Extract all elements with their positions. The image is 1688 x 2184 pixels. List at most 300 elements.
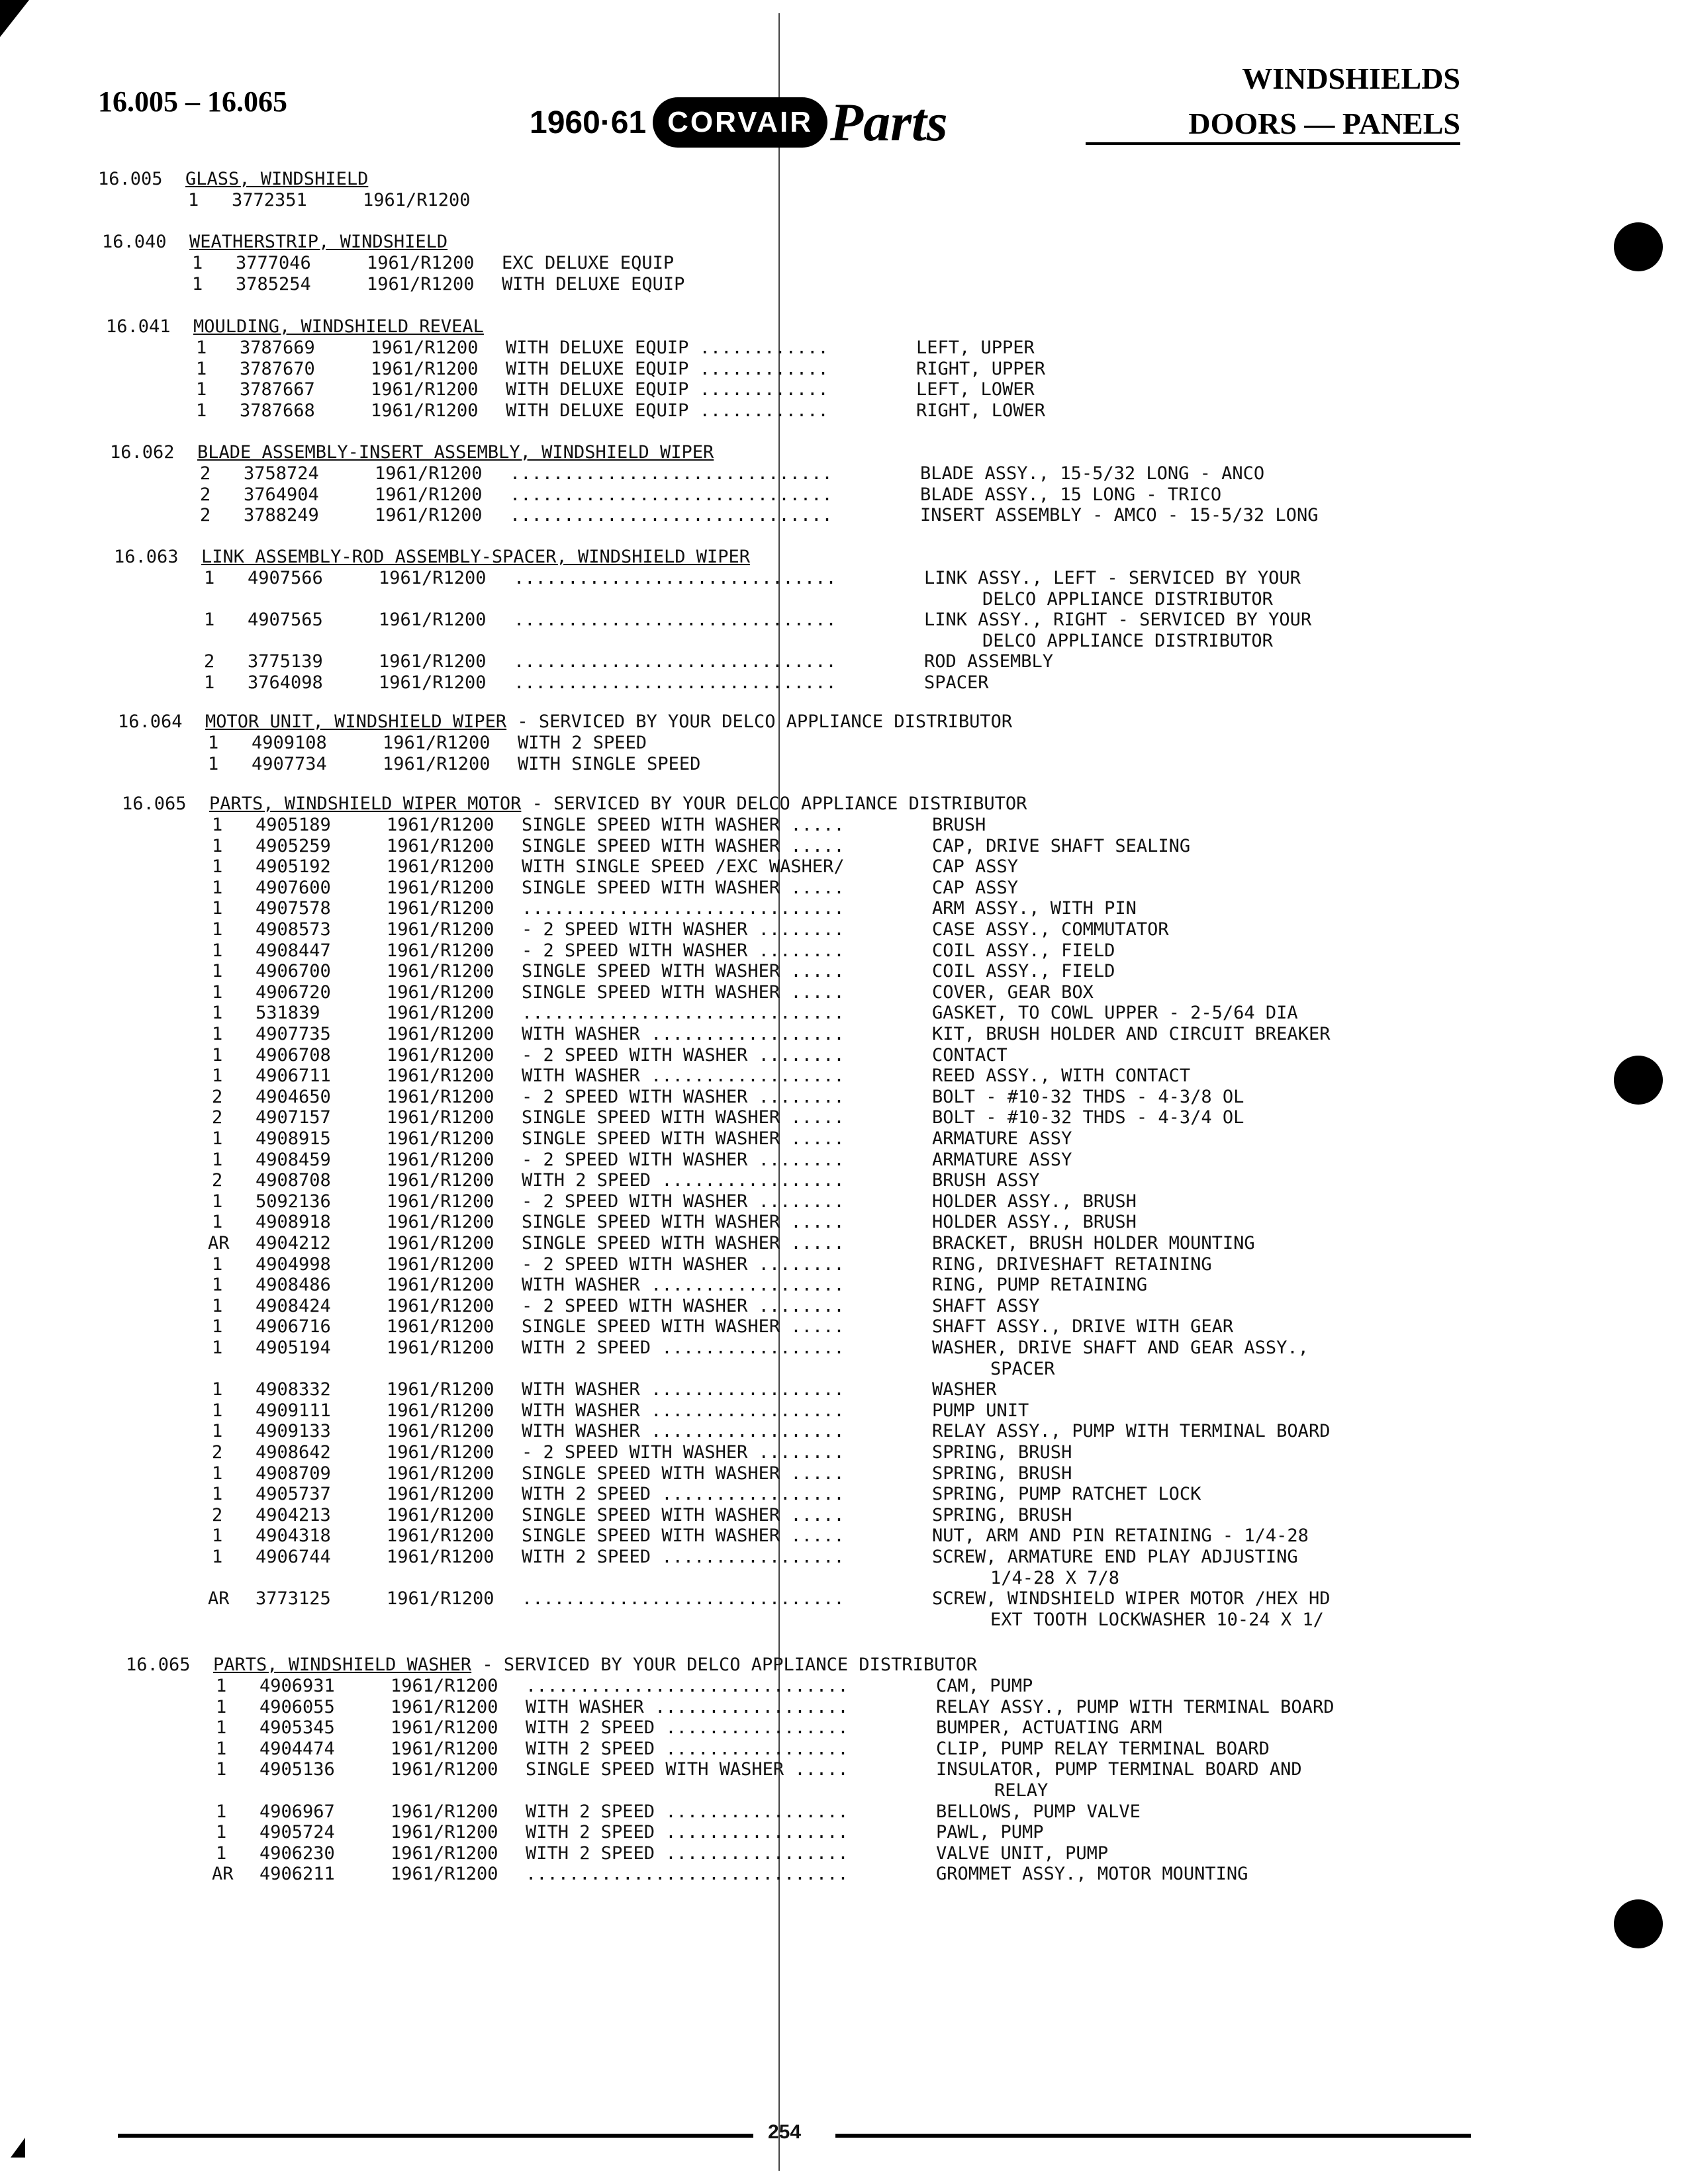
model-year: 1961/R1200 [387,1275,494,1296]
model-year: 1961/R1200 [367,253,475,273]
application: WITH WASHER .................. [526,1696,849,1717]
part-number: 4904213 [256,1504,331,1525]
quantity: 1 [204,610,215,631]
part-description: PUMP UNIT [932,1400,1029,1421]
part-description: WASHER, DRIVE SHAFT AND GEAR ASSY., [932,1338,1309,1358]
quantity: 2 [212,1504,223,1525]
application: SINGLE SPEED WITH WASHER ..... [522,877,845,898]
quantity: 1 [204,672,215,693]
section-range: 16.005 – 16.065 [98,85,287,118]
part-description: RELAY ASSY., PUMP WITH TERMINAL BOARD [936,1696,1335,1717]
part-number: 3775139 [248,651,323,672]
model-year: 1961/R1200 [387,856,494,878]
model-year: 1961/R1200 [387,1086,494,1107]
quantity: 1 [212,919,223,940]
part-description: LEFT, LOWER [916,379,1035,400]
part-description: RIGHT, LOWER [916,400,1046,421]
logo-script: Parts [830,92,948,152]
section-note: - SERVICED BY YOUR DELCO APPLIANCE DISTRIBUTOR [471,1655,978,1675]
part-number: 4906211 [259,1864,335,1885]
section-title: WEATHERSTRIP, WINDSHIELD [189,232,448,252]
application: WITH DELUXE EQUIP [502,273,685,295]
part-number: 4904318 [256,1525,331,1547]
part-description-cont: 1/4-28 X 7/8 [990,1567,1120,1588]
section-title: BLADE ASSEMBLY-INSERT ASSEMBLY, WINDSHIELD WIPER [197,442,714,463]
quantity: 1 [212,1044,223,1066]
part-description: ARMATURE ASSY [932,1128,1072,1149]
application: - 2 SPEED WITH WASHER ........ [522,1044,845,1066]
application: WITH SINGLE SPEED [518,753,701,774]
part-number: 4908708 [256,1170,331,1191]
part-description: CAP ASSY [932,877,1019,898]
part-description: RING, PUMP RETAINING [932,1275,1148,1296]
application: WITH WASHER .................. [522,1379,845,1400]
section-title: MOULDING, WINDSHIELD REVEAL [193,316,484,337]
part-description: COIL ASSY., FIELD [932,940,1115,961]
section-heading [197,442,714,463]
part-number: 4908332 [256,1379,331,1400]
model-year: 1961/R1200 [387,1149,494,1170]
model-year: 1961/R1200 [387,1170,494,1191]
quantity: 1 [212,856,223,878]
part-number: 4905136 [259,1759,335,1780]
part-number: 3777046 [236,253,311,273]
part-number: 4906711 [256,1066,331,1087]
model-year: 1961/R1200 [375,505,483,526]
model-year: 1961/R1200 [387,919,494,940]
part-number: 4907578 [256,898,331,919]
part-number: 4908918 [256,1212,331,1233]
quantity: 1 [216,1822,227,1843]
application: .............................. [514,672,837,693]
part-number: 4908459 [256,1149,331,1170]
application: .............................. [514,568,837,588]
model-year: 1961/R1200 [387,898,494,919]
section-heading [201,547,750,567]
model-year: 1961/R1200 [391,1738,498,1759]
part-description: SCREW, WINDSHIELD WIPER MOTOR /HEX HD [932,1588,1331,1610]
part-number: 5092136 [256,1191,331,1212]
quantity: 1 [212,1463,223,1484]
application: .............................. [526,1676,849,1696]
application: SINGLE SPEED WITH WASHER ..... [526,1759,849,1780]
application: .............................. [510,505,833,526]
model-year: 1961/R1200 [387,1191,494,1212]
part-description: BUMPER, ACTUATING ARM [936,1717,1162,1739]
part-description: RING, DRIVESHAFT RETAINING [932,1253,1212,1275]
model-year: 1961/R1200 [363,190,471,210]
quantity: 1 [212,1295,223,1316]
logo-brand-badge [653,97,827,148]
part-description: CAP ASSY [932,856,1019,878]
part-number: 4904212 [256,1233,331,1253]
part-number: 4909111 [256,1400,331,1421]
application: - 2 SPEED WITH WASHER ........ [522,1253,845,1275]
application: .............................. [514,651,837,672]
part-description: INSULATOR, PUMP TERMINAL BOARD AND [936,1759,1302,1780]
part-description: HOLDER ASSY., BRUSH [932,1191,1137,1212]
model-year: 1961/R1200 [387,1107,494,1128]
quantity: 1 [212,1421,223,1442]
quantity: 1 [212,1149,223,1170]
part-number: 4906700 [256,961,331,982]
model-year: 1961/R1200 [379,651,487,672]
model-year: 1961/R1200 [371,400,479,421]
part-description-cont: SPACER [990,1358,1055,1379]
section-heading [189,232,447,252]
part-number: 3785254 [236,273,311,295]
quantity: 1 [212,877,223,898]
model-year: 1961/R1200 [391,1696,498,1717]
part-number: 4906967 [259,1801,335,1822]
part-description: SPACER [924,672,989,693]
application: WITH 2 SPEED ................. [522,1338,845,1358]
application: WITH 2 SPEED ................. [526,1822,849,1843]
part-number: 4906744 [256,1547,331,1567]
application: WITH WASHER .................. [522,1024,845,1044]
part-description: LINK ASSY., RIGHT - SERVICED BY YOUR [924,610,1312,631]
quantity: 1 [192,273,203,295]
part-number: 3787667 [240,379,315,400]
application: SINGLE SPEED WITH WASHER ..... [522,1107,845,1128]
model-year: 1961/R1200 [383,733,491,753]
part-description: COVER, GEAR BOX [932,981,1094,1003]
model-year: 1961/R1200 [379,568,487,588]
part-number: 4906720 [256,981,331,1003]
section-title: GLASS, WINDSHIELD [185,169,369,189]
part-description: SHAFT ASSY [932,1295,1040,1316]
part-number: 4907566 [248,568,323,588]
part-description: LEFT, UPPER [916,338,1035,358]
binder-hole-bottom [1614,1899,1663,1948]
application: WITH SINGLE SPEED /EXC WASHER/ [522,856,845,878]
part-description: RELAY ASSY., PUMP WITH TERMINAL BOARD [932,1421,1331,1442]
application: WITH 2 SPEED ................. [526,1738,849,1759]
quantity: 1 [216,1717,227,1739]
corner-mark-top-left [0,0,29,37]
application: WITH WASHER .................. [522,1421,845,1442]
part-number: 4904474 [259,1738,335,1759]
quantity: 1 [212,1400,223,1421]
model-year: 1961/R1200 [387,815,494,835]
part-description: BLADE ASSY., 15-5/32 LONG - ANCO [920,463,1265,484]
model-year: 1961/R1200 [371,338,479,358]
section-heading [209,794,1027,814]
section-heading [185,169,368,189]
quantity: 1 [188,190,199,210]
quantity: 2 [212,1442,223,1463]
part-description: BRACKET, BRUSH HOLDER MOUNTING [932,1233,1255,1253]
part-number: 4908642 [256,1442,331,1463]
model-year: 1961/R1200 [387,981,494,1003]
model-year: 1961/R1200 [387,1484,494,1505]
application: WITH 2 SPEED ................. [526,1801,849,1822]
application: SINGLE SPEED WITH WASHER ..... [522,1504,845,1525]
quantity: 1 [212,1316,223,1338]
model-year: 1961/R1200 [387,1400,494,1421]
part-number: 4908486 [256,1275,331,1296]
application: - 2 SPEED WITH WASHER ........ [522,919,845,940]
part-number: 4908915 [256,1128,331,1149]
application: SINGLE SPEED WITH WASHER ..... [522,1316,845,1338]
application: EXC DELUXE EQUIP [502,253,675,273]
part-number: 3764098 [248,672,323,693]
quantity: AR [208,1233,230,1253]
quantity: 1 [212,1338,223,1358]
part-number: 531839 [256,1003,320,1024]
category-title-1: WINDSHIELDS [1242,62,1460,95]
part-number: 4907157 [256,1107,331,1128]
application: - 2 SPEED WITH WASHER ........ [522,1295,845,1316]
application: .............................. [526,1864,849,1885]
part-description: HOLDER ASSY., BRUSH [932,1212,1137,1233]
model-year: 1961/R1200 [387,1504,494,1525]
application: - 2 SPEED WITH WASHER ........ [522,1086,845,1107]
application: SINGLE SPEED WITH WASHER ..... [522,1212,845,1233]
part-description: SPRING, BRUSH [932,1442,1072,1463]
model-year: 1961/R1200 [391,1822,498,1843]
section-number: 16.062 [110,442,175,463]
section-number: 16.065 [126,1655,191,1675]
application: SINGLE SPEED WITH WASHER ..... [522,961,845,982]
part-description: SPRING, BRUSH [932,1463,1072,1484]
part-description-cont: DELCO APPLIANCE DISTRIBUTOR [982,588,1273,610]
quantity: 1 [212,1128,223,1149]
part-number: 3787669 [240,338,315,358]
quantity: 1 [212,1547,223,1567]
part-number: 4905189 [256,815,331,835]
part-number: 4904998 [256,1253,331,1275]
part-number: 4906055 [259,1696,335,1717]
part-number: 4905724 [259,1822,335,1843]
quantity: 1 [196,400,207,421]
quantity: 1 [212,1379,223,1400]
model-year: 1961/R1200 [375,463,483,484]
application: WITH DELUXE EQUIP ............ [506,400,829,421]
part-description: SPRING, BRUSH [932,1504,1072,1525]
application: WITH 2 SPEED ................. [522,1170,845,1191]
quantity: 2 [212,1086,223,1107]
quantity: 1 [212,940,223,961]
model-year: 1961/R1200 [371,358,479,379]
part-number: 4906931 [259,1676,335,1696]
binder-hole-middle [1614,1056,1663,1105]
model-year: 1961/R1200 [391,1801,498,1822]
part-number: 4909108 [252,733,327,753]
part-description: SCREW, ARMATURE END PLAY ADJUSTING [932,1547,1298,1567]
section-note: - SERVICED BY YOUR DELCO APPLIANCE DISTRIBUTOR [521,794,1027,814]
quantity: 1 [212,1191,223,1212]
part-number: 4907734 [252,753,327,774]
quantity: 1 [204,568,215,588]
application: - 2 SPEED WITH WASHER ........ [522,940,845,961]
part-number: 4906230 [259,1843,335,1864]
model-year: 1961/R1200 [387,1044,494,1066]
quantity: 1 [212,1484,223,1505]
part-number: 4907735 [256,1024,331,1044]
model-year: 1961/R1200 [387,1525,494,1547]
quantity: 1 [196,338,207,358]
quantity: 1 [212,1024,223,1044]
section-title: PARTS, WINDSHIELD WIPER MOTOR [209,794,522,814]
model-year: 1961/R1200 [379,610,487,631]
quantity: 1 [212,1066,223,1087]
model-year: 1961/R1200 [387,1295,494,1316]
application: SINGLE SPEED WITH WASHER ..... [522,1128,845,1149]
quantity: 1 [216,1759,227,1780]
quantity: 1 [212,961,223,982]
application: SINGLE SPEED WITH WASHER ..... [522,1525,845,1547]
application: - 2 SPEED WITH WASHER ........ [522,1191,845,1212]
part-description: COIL ASSY., FIELD [932,961,1115,982]
quantity: AR [208,1588,230,1610]
model-year: 1961/R1200 [387,835,494,856]
quantity: 2 [212,1107,223,1128]
application: - 2 SPEED WITH WASHER ........ [522,1442,845,1463]
logo-brand: CORVAIR [667,106,813,138]
section-heading [213,1655,977,1675]
quantity: 1 [212,981,223,1003]
part-number: 3787668 [240,400,315,421]
application: WITH 2 SPEED ................. [526,1843,849,1864]
part-description: KIT, BRUSH HOLDER AND CIRCUIT BREAKER [932,1024,1331,1044]
quantity: 1 [216,1676,227,1696]
part-description: ARMATURE ASSY [932,1149,1072,1170]
model-year: 1961/R1200 [387,1547,494,1567]
part-number: 3787670 [240,358,315,379]
application: .............................. [522,1588,845,1610]
part-description: BELLOWS, PUMP VALVE [936,1801,1141,1822]
application: SINGLE SPEED WITH WASHER ..... [522,815,845,835]
quantity: AR [212,1864,234,1885]
section-number: 16.040 [102,232,167,252]
footer-rule-right [835,2134,1471,2138]
model-year: 1961/R1200 [387,1588,494,1610]
application: .............................. [510,463,833,484]
part-description: NUT, ARM AND PIN RETAINING - 1/4-28 [932,1525,1309,1547]
application: SINGLE SPEED WITH WASHER ..... [522,1463,845,1484]
model-year: 1961/R1200 [387,1128,494,1149]
corner-mark-bottom-left [11,2138,25,2158]
part-number: 4908573 [256,919,331,940]
application: WITH WASHER .................. [522,1400,845,1421]
application: .............................. [510,484,833,505]
application: WITH 2 SPEED [518,733,647,753]
section-title: PARTS, WINDSHIELD WASHER [213,1655,472,1675]
quantity: 1 [196,358,207,379]
model-year: 1961/R1200 [387,1463,494,1484]
section-number: 16.005 [98,169,163,189]
quantity: 1 [212,1003,223,1024]
section-heading [205,711,1012,732]
application: WITH WASHER .................. [522,1275,845,1296]
model-year: 1961/R1200 [391,1717,498,1739]
part-description: WASHER [932,1379,997,1400]
part-description: LINK ASSY., LEFT - SERVICED BY YOUR [924,568,1301,588]
model-year: 1961/R1200 [387,1003,494,1024]
quantity: 1 [212,1212,223,1233]
part-description: VALVE UNIT, PUMP [936,1843,1109,1864]
model-year: 1961/R1200 [387,1253,494,1275]
part-description-cont: DELCO APPLIANCE DISTRIBUTOR [982,630,1273,651]
part-number: 4907565 [248,610,323,631]
model-year: 1961/R1200 [391,1676,498,1696]
part-description: INSERT ASSEMBLY - AMCO - 15-5/32 LONG [920,505,1319,526]
logo-years: 1960·61 [530,105,647,140]
section-title: LINK ASSEMBLY-ROD ASSEMBLY-SPACER, WINDSHIELD WIPER [201,547,751,567]
quantity: 2 [212,1170,223,1191]
model-year: 1961/R1200 [387,1024,494,1044]
part-number: 3772351 [232,190,307,210]
model-year: 1961/R1200 [387,1212,494,1233]
quantity: 2 [200,484,211,505]
model-year: 1961/R1200 [387,1233,494,1253]
part-description: BLADE ASSY., 15 LONG - TRICO [920,484,1222,505]
binder-hole-top [1614,222,1663,271]
model-year: 1961/R1200 [387,1442,494,1463]
quantity: 1 [192,253,203,273]
part-number: 4905259 [256,835,331,856]
quantity: 1 [212,815,223,835]
quantity: 1 [212,1525,223,1547]
category-title-2: DOORS — PANELS [1086,106,1460,145]
part-description: REED ASSY., WITH CONTACT [932,1066,1191,1087]
application: SINGLE SPEED WITH WASHER ..... [522,1233,845,1253]
part-description: BRUSH ASSY [932,1170,1040,1191]
quantity: 2 [200,505,211,526]
quantity: 1 [216,1696,227,1717]
part-description: ROD ASSEMBLY [924,651,1054,672]
part-description: SPRING, PUMP RATCHET LOCK [932,1484,1201,1505]
model-year: 1961/R1200 [371,379,479,400]
application: .............................. [514,610,837,631]
part-description: GROMMET ASSY., MOTOR MOUNTING [936,1864,1248,1885]
part-description: GASKET, TO COWL UPPER - 2-5/64 DIA [932,1003,1298,1024]
application: WITH DELUXE EQUIP ............ [506,379,829,400]
quantity: 1 [196,379,207,400]
part-description: CLIP, PUMP RELAY TERMINAL BOARD [936,1738,1270,1759]
model-year: 1961/R1200 [387,940,494,961]
model-year: 1961/R1200 [387,1066,494,1087]
part-number: 4908709 [256,1463,331,1484]
application: WITH 2 SPEED ................. [522,1547,845,1567]
application: WITH DELUXE EQUIP ............ [506,358,829,379]
part-number: 3788249 [244,505,319,526]
quantity: 1 [216,1843,227,1864]
part-description: ARM ASSY., WITH PIN [932,898,1137,919]
section-title: MOTOR UNIT, WINDSHIELD WIPER [205,711,507,732]
part-description: CAM, PUMP [936,1676,1033,1696]
quantity: 1 [216,1801,227,1822]
part-description-cont: RELAY [994,1780,1049,1801]
model-year: 1961/R1200 [387,1316,494,1338]
model-year: 1961/R1200 [391,1759,498,1780]
model-year: 1961/R1200 [387,1421,494,1442]
part-number: 4909133 [256,1421,331,1442]
part-number: 4905194 [256,1338,331,1358]
page-number: 254 [768,2121,802,2143]
application: WITH 2 SPEED ................. [522,1484,845,1505]
model-year: 1961/R1200 [367,273,475,295]
quantity: 1 [212,835,223,856]
model-year: 1961/R1200 [387,961,494,982]
part-number: 4906708 [256,1044,331,1066]
quantity: 1 [208,733,219,753]
application: WITH WASHER .................. [522,1066,845,1087]
part-number: 4906716 [256,1316,331,1338]
part-number: 4904650 [256,1086,331,1107]
section-heading [193,316,484,337]
